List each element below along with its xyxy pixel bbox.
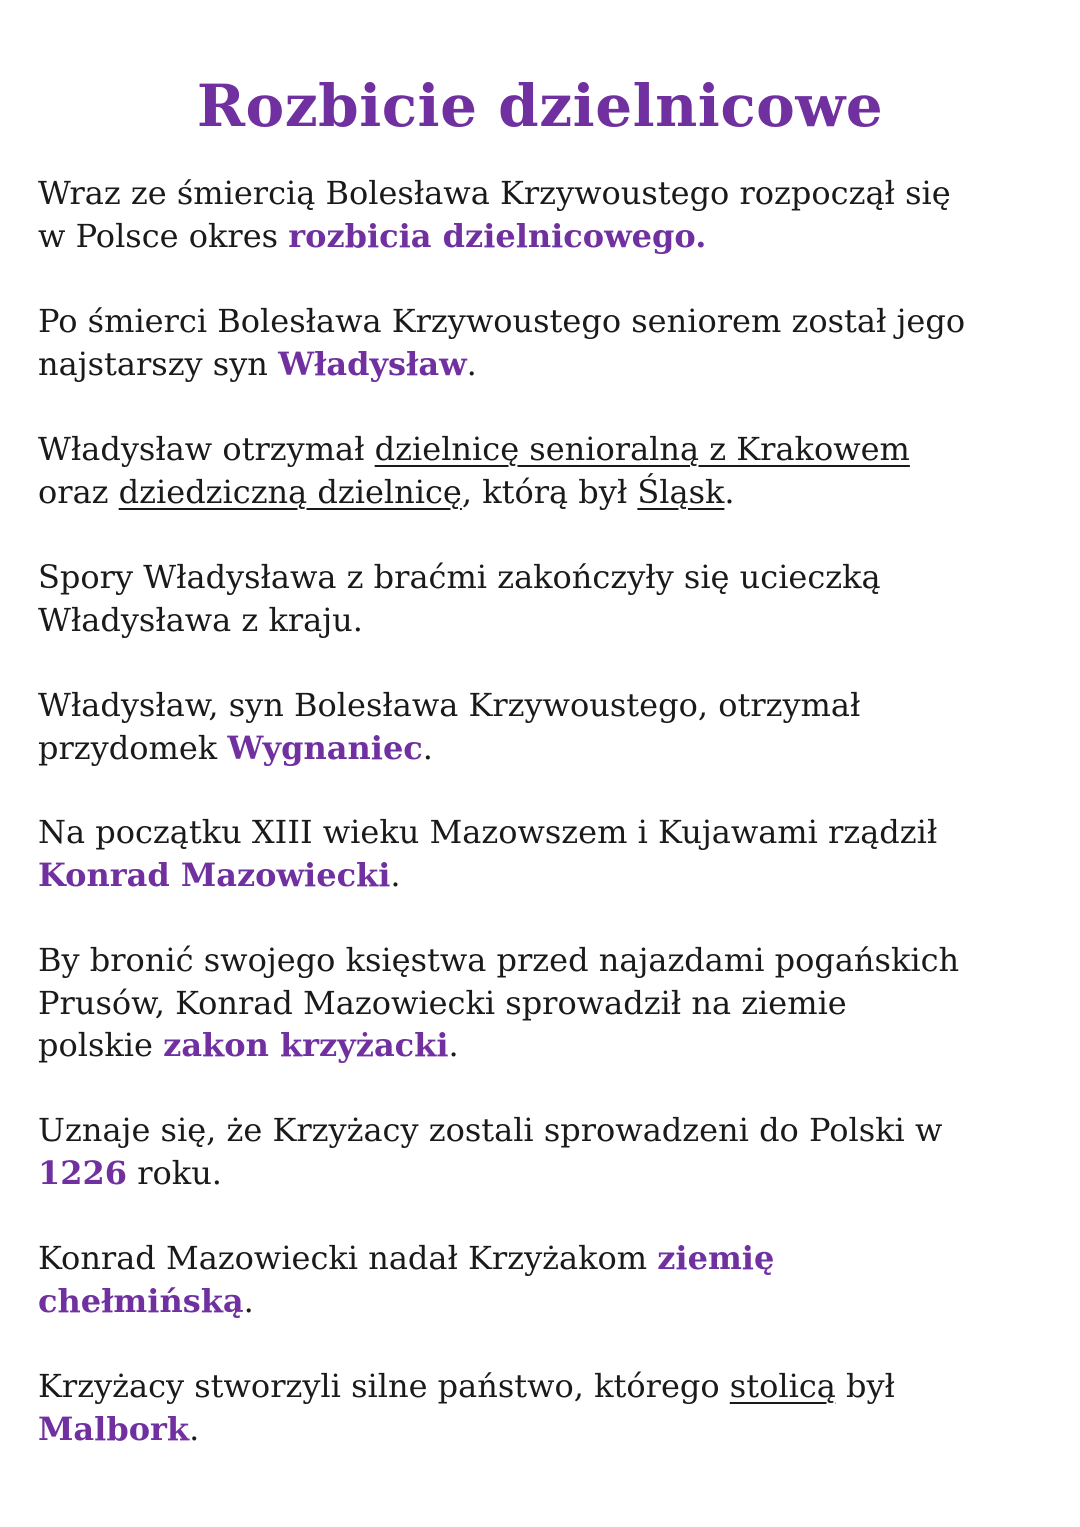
paragraph-8 — [38, 1109, 1048, 1194]
text-span: Prusów, Konrad Mazowiecki sprowadził na ziemie — [38, 983, 847, 1022]
text-line — [38, 599, 1048, 642]
text-span: . — [243, 1281, 254, 1320]
text-line — [38, 428, 1048, 471]
text-line — [38, 854, 1048, 897]
underlined-term: Śląsk — [637, 472, 725, 511]
text-span: w Polsce okres — [38, 216, 289, 255]
text-span: Władysław otrzymał — [38, 430, 375, 468]
text-span: najstarszy syn — [38, 344, 279, 383]
text-span: . — [448, 1026, 459, 1064]
highlight-term: Wygnaniec — [227, 728, 423, 767]
text-span: . — [724, 472, 735, 511]
text-span: roku. — [127, 1153, 222, 1192]
paragraph-5 — [38, 684, 1048, 769]
paragraph-3 — [38, 428, 1048, 513]
text-line — [38, 1365, 1048, 1408]
text-span: Krzyżacy stworzyli silne państwo, którego — [38, 1367, 730, 1405]
paragraph-9 — [38, 1237, 1048, 1322]
text-span: przydomek — [38, 728, 228, 767]
text-line — [38, 172, 1048, 215]
highlight-term: chełmińską — [38, 1281, 244, 1320]
underlined-term: dziedziczną dzielnicę — [118, 472, 462, 511]
text-line — [38, 684, 1048, 727]
text-line — [38, 811, 1048, 854]
text-line — [38, 1152, 1048, 1195]
text-span: By bronić swojego księstwa przed najazdami pogańskich — [38, 941, 960, 979]
text-span: , którą był — [461, 472, 638, 511]
text-span: . — [422, 728, 433, 767]
text-line — [38, 1408, 1048, 1451]
text-line — [38, 1237, 1048, 1280]
highlight-term: zakon krzyżacki — [163, 1026, 449, 1064]
paragraph-2 — [38, 300, 1048, 385]
text-span: . — [390, 855, 401, 894]
text-line — [38, 300, 1048, 343]
text-line — [38, 982, 1048, 1025]
text-line — [38, 1024, 1048, 1067]
text-span: Spory Władysława z braćmi zakończyły się ucieczką — [38, 558, 881, 596]
paragraph-6 — [38, 811, 1048, 896]
highlight-term: Malbork — [38, 1409, 190, 1448]
text-span: Władysław, syn Bolesława Krzywoustego, otrzymał — [38, 686, 861, 724]
text-span: Konrad Mazowiecki nadał Krzyżakom — [38, 1239, 658, 1277]
text-span: polskie — [38, 1026, 164, 1064]
text-line — [38, 343, 1048, 386]
paragraph-1 — [38, 172, 1048, 257]
underlined-term: dzielnicę senioralną z Krakowem — [374, 430, 910, 468]
paragraph-4 — [38, 556, 1048, 641]
text-span: Na początku XIII wieku Mazowszem i Kujawami rządził — [38, 813, 938, 851]
highlight-term: rozbicia dzielnicowego. — [288, 216, 707, 255]
paragraph-10 — [38, 1365, 1048, 1450]
text-line — [38, 939, 1048, 982]
text-span: oraz — [38, 472, 119, 511]
text-span: Po śmierci Bolesława Krzywoustego seniorem został jego — [38, 302, 966, 340]
underlined-term: stolicą — [729, 1367, 836, 1405]
text-span: Uznaje się, że Krzyżacy zostali sprowadzeni do Polski w — [38, 1111, 943, 1149]
highlight-term: Władysław — [278, 344, 467, 383]
text-span: był — [835, 1367, 895, 1405]
text-span: Władysława z kraju. — [38, 600, 363, 639]
text-line — [38, 215, 1048, 258]
highlight-term: Konrad Mazowiecki — [38, 855, 391, 894]
text-span: . — [189, 1409, 200, 1448]
highlight-term: ziemię — [657, 1239, 775, 1277]
text-span: . — [466, 344, 477, 383]
text-line — [38, 1280, 1048, 1323]
text-line — [38, 727, 1048, 770]
text-line — [38, 1109, 1048, 1152]
paragraph-7 — [38, 939, 1048, 1067]
text-line — [38, 471, 1048, 514]
text-line — [38, 556, 1048, 599]
highlight-term: 1226 — [38, 1153, 128, 1192]
text-span: Wraz ze śmiercią Bolesława Krzywoustego rozpoczął się — [38, 174, 951, 212]
page-title: Rozbicie dzielnicowe — [196, 72, 884, 140]
